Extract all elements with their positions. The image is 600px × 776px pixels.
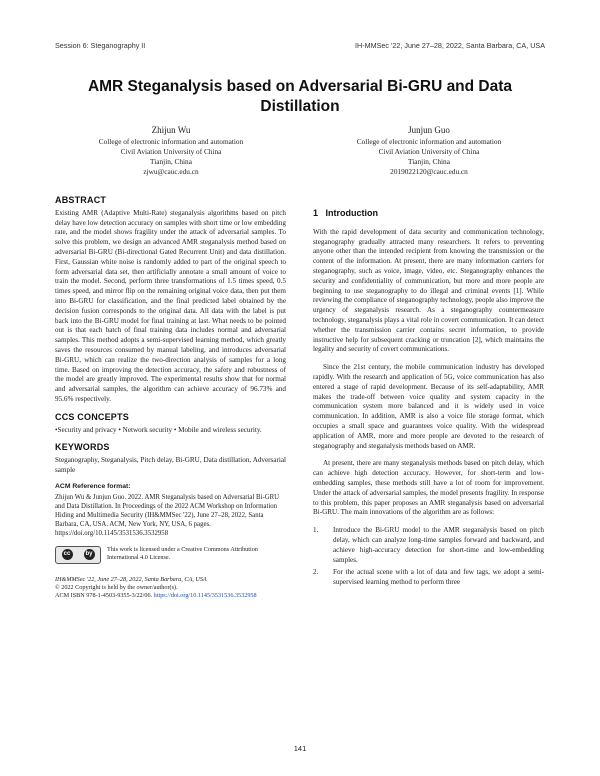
footmeta-venue: IH&MMSec '22, June 27–28, 2022, Santa Barbara, CA, USA: [55, 575, 207, 583]
license-block: [55, 546, 286, 564]
author-city: Tianjin, China: [408, 157, 450, 166]
author-institution: Civil Aviation University of China: [378, 147, 480, 156]
author-block-2: [314, 124, 544, 177]
innovations-list: [313, 526, 544, 588]
author-institution: Civil Aviation University of China: [120, 147, 222, 156]
author-email[interactable]: zjwu@cauc.edu.cn: [143, 167, 199, 176]
by-icon: by: [84, 549, 95, 560]
running-header-right: IH-MMSec '22, June 27–28, 2022, Santa Barbara, CA, USA: [355, 41, 545, 50]
license-text: This work is licensed under a Creative Commons Attribution International 4.0 License.: [107, 545, 258, 561]
footmeta-copyright: © 2022 Copyright is held by the owner/author(s).: [55, 583, 178, 591]
page-number: 141: [293, 744, 307, 753]
author-affiliation: College of electronic information and automation: [356, 137, 502, 146]
author-affiliation: College of electronic information and automation: [98, 137, 244, 146]
acm-reference-label: ACM Reference format:: [55, 482, 131, 490]
ccs-text: •Security and privacy • Network security • Mobile and wireless security.: [55, 425, 262, 434]
abstract-text: Existing AMR (Adaptive Multi-Rate) steganalysis algorithms based on pitch delay have low detection accuracy on samples with short time or low embedding rate, and the model shows fragility under the attack of adversarial samples. To solve this problem, we design an advanced AMR steganalysis method based on adversarial Bi-GRU (Bi-directional Gated Recurrent Unit) and data distillation. First, Gaussian white noise is randomly added to part of the original speech to form adversarial data set, then artificially annotate a small amount of voice to train the model. Second, perform three transformations of 1.5 times speed, 0.5 times speed, and mirror flip on the remaining original voice data, then put them into Bi-GRU for classification, and the final predicted label obtained by the decision fusion corresponds to the original data. All data with the label is put back into the Bi-GRU model for final training at last. What needs to be pointed out is that each batch of final training data includes normal and adversarial samples. This method adopts a semi-supervised learning method, which greatly saves the resources consumed by manual labeling, and introduces adversarial Bi-GRU, which can realize the two-direction analysis of samples for a long time. Based on improving the detection accuracy, the safety and robustness of the model are greatly improved. The experimental results show that for normal and adversarial samples, the algorithm can achieve accuracy of 96.73% and 95.6% respectively.: [55, 208, 286, 403]
ccs-heading: CCS CONCEPTS: [55, 411, 129, 422]
author-name: Zhijun Wu: [151, 125, 191, 135]
list-item-number: 1.: [313, 526, 319, 535]
list-item-number: 2.: [313, 568, 319, 577]
footmeta-isbn: ACM ISBN 978-1-4503-9355-3/22/06.: [55, 591, 154, 599]
author-block-1: [56, 124, 286, 177]
introduction-heading: 1 Introduction: [313, 208, 378, 218]
footmeta-isbn-line: [55, 592, 286, 600]
abstract-heading: ABSTRACT: [55, 195, 107, 205]
author-name: Junjun Guo: [408, 125, 450, 135]
list-item: [313, 568, 544, 588]
creative-commons-badge[interactable]: [55, 546, 101, 564]
list-item: [313, 526, 544, 565]
list-item-text: Introduce the Bi-GRU model to the AMR steganalysis based on pitch delay, which can analyze long-time samples forward and backward, and achieve high-accuracy detection for short-time and low-embedding samples.: [333, 526, 544, 564]
paper-title: AMR Steganalysis based on Adversarial Bi-GRU and Data Distillation: [87, 78, 513, 115]
footnote-meta: [55, 576, 286, 600]
cc-icon: cc: [62, 549, 73, 560]
intro-paragraph-1: With the rapid development of data security and communication technology, steganography gradually attracted many researchers. It refers to preventing anyone other than the intended recipient from knowing the transmission or the content of the information. At present, there are many information carriers for steganography, such as voice, image, video, etc. Steganography enhances the security and confidentiality of communication, but more and more people are beginning to use steganography to do illegal and criminal events [1]. While reviewing the compliance of steganography technology, people also improve the urgency of steganalysis research. As a steganography countermeasure technology, steganalysis plays a vital role in covert communication. It can detect whether the transmission carrier contains secret information, to provide instructive help for subsequent cracking or truncation [2], which maintains the legality and security of covert communications.: [313, 227, 544, 354]
running-header-left: Session 6: Steganography II: [55, 41, 146, 50]
doi-link[interactable]: https://doi.org/10.1145/3531536.3532958: [153, 591, 257, 599]
author-city: Tianjin, China: [150, 157, 192, 166]
acm-reference-text: Zhijun Wu & Junjun Guo. 2022. AMR Steganalysis based on Adversarial Bi-GRU and Data Distillation. In Proceedings of the 2022 ACM Workshop on Information Hiding and Multimedia Security (IH&MMSec '22), June 27–28, 2022, Santa Barbara, CA, USA. ACM, New York, NY, USA, 6 pages. https://doi.org/10.1145/3531536.3532958: [55, 493, 280, 537]
list-item-text: For the actual scene with a lot of data and few tags, we adopt a semi-supervised learning method to perform three: [333, 568, 544, 587]
keywords-text: Steganography, Steganalysis, Pitch delay, Bi-GRU, Data distillation, Adversarial sample: [55, 456, 286, 474]
right-column: [313, 208, 544, 591]
left-column: [55, 196, 286, 600]
keywords-heading: KEYWORDS: [55, 442, 110, 453]
intro-paragraph-2: Since the 21st century, the mobile communication industry has developed rapidly. With the research and application of 5G, voice communication has also entered a stage of rapid development. Because of its self-adaptability, AMR makes the trade-off between voice quality and system capacity in the communication system more balanced and it is widely used in voice communication. In addition, AMR is also a voice file storage format, which occupies a small space and guarantees voice quality. With the widespread application of AMR, more and more people are devoted to the research of steganography and steganalysis methods based on AMR.: [313, 363, 544, 450]
author-email[interactable]: 2019022120@cauc.edu.cn: [390, 167, 468, 176]
intro-paragraph-3: At present, there are many steganalysis methods based on pitch delay, which can achieve high detection accuracy. However, for short-term and low-embedding samples, these methods still have a lot of room for improvement. Under the attack of adversarial samples, the model presents fragility. In response to this problem, this paper proposes an AMR steganalysis based on adversarial Bi-GRU. The main innovations of the algorithm are as follows:: [313, 459, 544, 517]
